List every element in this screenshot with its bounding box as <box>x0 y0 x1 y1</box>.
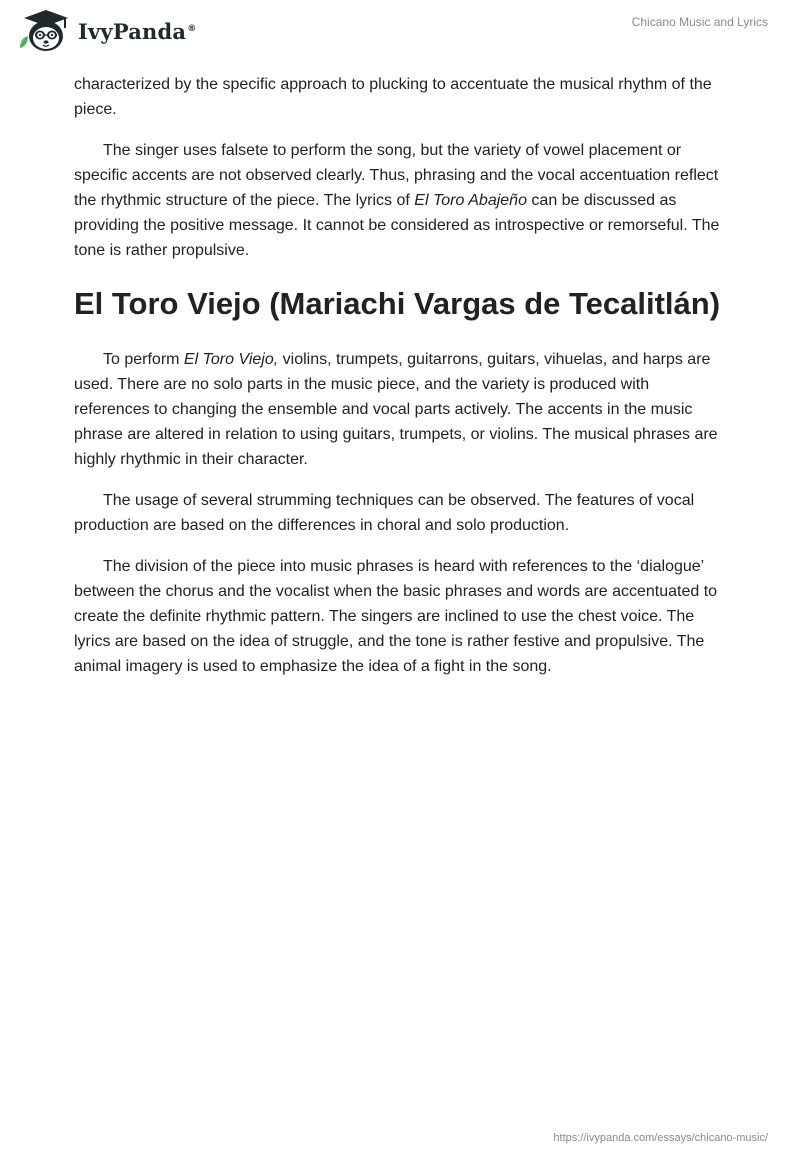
panda-logo-icon <box>16 8 76 54</box>
running-title: Chicano Music and Lyrics <box>631 15 768 29</box>
section-heading: El Toro Viejo (Mariachi Vargas de Tecalitlán) <box>74 286 721 321</box>
song-title-el-toro-abajeno: El Toro Abajeño <box>414 192 527 209</box>
logo-wordmark: IvyPanda® <box>78 18 197 44</box>
page-header <box>0 0 800 70</box>
paragraph-instruments: To perform El Toro Viejo, violins, trumpets, guitarrons, guitars, vihuelas, and harps are used. There are no solo parts in the music piece, and the variety is produced with references to changing the ensemble and vocal parts actively. The accents in the music phrase are altered in relation to using guitars, trumpets, or violins. The musical phrases are highly rhythmic in their character. <box>74 351 718 468</box>
paragraph-falsete: The singer uses falsete to perform the song, but the variety of vowel placement or specific accents are not observed clearly. Thus, phrasing and the vocal accentuation reflect the rhythmic structure of the piece. The lyrics of El Toro Abajeño can be discussed as providing the positive message. It cannot be considered as introspective or remorseful. The tone is rather propulsive. <box>74 142 720 259</box>
paragraph-phrases: The division of the piece into music phrases is heard with references to the ‘dialogue’ between the chorus and the vocalist when the basic phrases and words are accentuated to create the definite rhythmic pattern. The singers are inclined to use the chest voice. The lyrics are based on the idea of struggle, and the tone is rather festive and propulsive. The animal imagery is used to emphasize the idea of a fight in the song. <box>74 558 718 675</box>
essay-content <box>74 72 726 695</box>
paragraph-continued: characterized by the specific approach to plucking to accentuate the musical rhythm of the piece. <box>74 76 712 118</box>
ivypanda-logo[interactable] <box>16 8 196 54</box>
source-url[interactable]: https://ivypanda.com/essays/chicano-music/ <box>553 1132 768 1144</box>
song-title-el-toro-viejo: El Toro Viejo, <box>183 351 279 368</box>
paragraph-strumming: The usage of several strumming techniques can be observed. The features of vocal production are based on the differences in choral and solo production. <box>74 492 695 534</box>
